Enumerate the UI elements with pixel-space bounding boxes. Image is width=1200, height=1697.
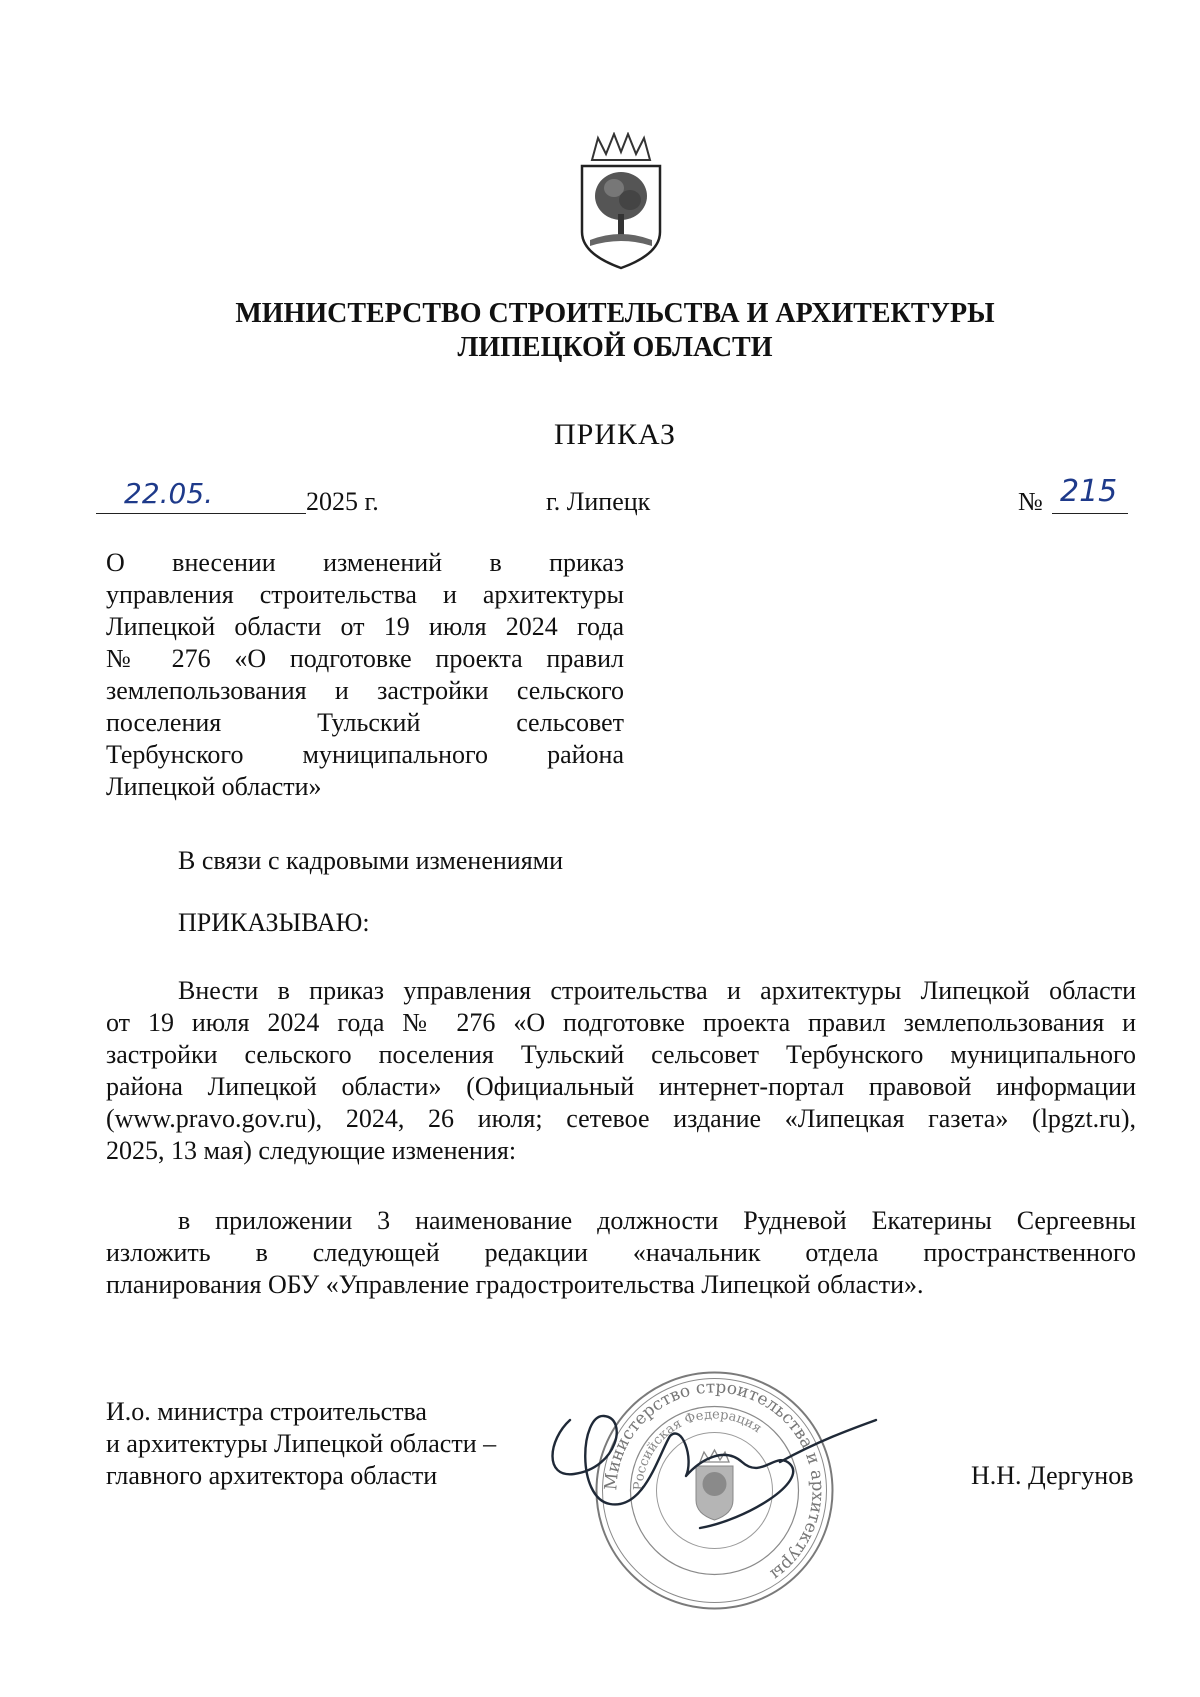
handwritten-signature: [540, 1400, 880, 1550]
ministry-title-line-1: МИНИСТЕРСТВО СТРОИТЕЛЬСТВА И АРХИТЕКТУРЫ: [235, 298, 995, 329]
body-line: района Липецкой области» (Официальный интернет-портал правовой информации: [106, 1072, 1136, 1101]
subject-line: землепользования и застройки сельского: [106, 676, 624, 705]
reason-text: В связи с кадровыми изменениями: [178, 846, 564, 875]
body-line: от 19 июля 2024 года № 276 «О подготовке проекта правил землепользования и: [106, 1008, 1136, 1037]
date-underline: [96, 513, 306, 514]
order-title: ПРИКАЗ: [554, 418, 676, 451]
body-line: (www.pravo.gov.ru), 2024, 26 июля; сетевое издание «Липецкая газета» (lpgzt.ru),: [106, 1104, 1136, 1133]
subject-line: О внесении изменений в приказ: [106, 548, 624, 577]
stamp-inner-text: Российская Федерация: [631, 1407, 765, 1491]
signer-position-line: и архитектуры Липецкой области –: [106, 1429, 497, 1458]
body-line: изложить в следующей редакции «начальник отдела пространственного: [106, 1238, 1136, 1267]
stamp-outer-text: Министерство строительства и архитектуры: [601, 1377, 828, 1584]
subject-line: Липецкой области от 19 июля 2024 года: [106, 612, 624, 641]
body-paragraph-1: [106, 975, 1136, 1167]
handwritten-order-number: 215: [1060, 474, 1118, 509]
number-sign: №: [1018, 487, 1043, 516]
subject-line: Липецкой области»: [106, 772, 322, 801]
order-subject: [106, 547, 624, 803]
body-line: 2025, 13 мая) следующие изменения:: [106, 1136, 517, 1165]
ministry-title-line-2: ЛИПЕЦКОЙ ОБЛАСТИ: [457, 332, 773, 363]
signer-name: Н.Н. Дергунов: [971, 1461, 1134, 1490]
number-underline: [1052, 513, 1128, 514]
subject-line: № 276 «О подготовке проекта правил: [106, 644, 624, 673]
order-year: 2025 г.: [306, 487, 379, 516]
coat-of-arms-emblem: [578, 132, 664, 272]
signer-position-line: главного архитектора области: [106, 1461, 438, 1490]
body-line: застройки сельского поселения Тульский сельсовет Тербунского муниципального: [106, 1040, 1136, 1069]
signer-position: [106, 1396, 496, 1492]
body-line: в приложении 3 наименование должности Рудневой Екатерины Сергеевны: [178, 1206, 1136, 1235]
body-line: Внести в приказ управления строительства и архитектуры Липецкой области: [178, 976, 1136, 1005]
subject-line: управления строительства и архитектуры: [106, 580, 624, 609]
subject-line: Тербунского муниципального района: [106, 740, 624, 769]
handwritten-date: 22.05.: [124, 477, 214, 510]
subject-line: поселения Тульский сельсовет: [106, 708, 624, 737]
body-paragraph-2: [106, 1205, 1136, 1301]
order-city: г. Липецк: [546, 487, 651, 516]
orders-word: ПРИКАЗЫВАЮ:: [178, 908, 370, 937]
signer-position-line: И.о. министра строительства: [106, 1397, 427, 1426]
body-line: планирования ОБУ «Управление градостроительства Липецкой области».: [106, 1270, 924, 1299]
